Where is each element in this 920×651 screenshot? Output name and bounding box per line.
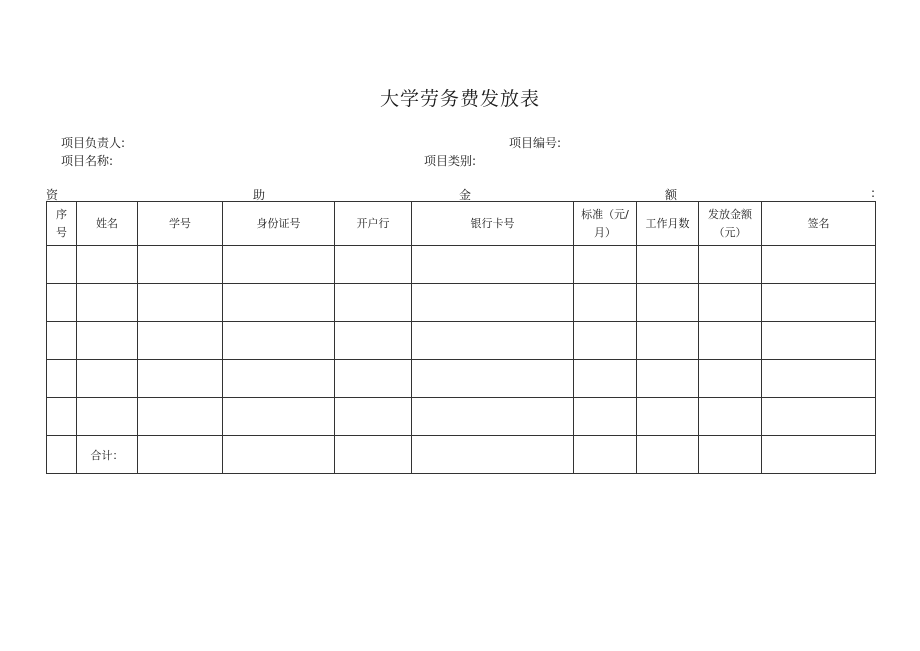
table-cell <box>335 322 412 360</box>
table-cell <box>699 284 762 322</box>
column-header <box>762 202 876 246</box>
table-cell <box>335 284 412 322</box>
table-cell <box>138 436 223 474</box>
table-cell <box>47 436 77 474</box>
table-cell <box>138 360 223 398</box>
column-header <box>138 202 223 246</box>
table-cell <box>574 398 637 436</box>
table-cell <box>574 246 637 284</box>
table-cell <box>762 360 876 398</box>
table-cell <box>637 284 699 322</box>
table-cell <box>574 322 637 360</box>
table-cell <box>412 398 574 436</box>
funding-amount-row <box>46 186 876 202</box>
project-leader-label: 项目负责人: <box>61 136 126 150</box>
table-cell <box>138 322 223 360</box>
table-row <box>47 246 876 284</box>
table-cell <box>47 284 77 322</box>
table-cell <box>699 436 762 474</box>
table-cell <box>762 436 876 474</box>
table-cell <box>762 398 876 436</box>
column-header-line: 工作月数 <box>645 216 690 230</box>
column-header-line: 月） <box>594 225 616 239</box>
table-cell <box>762 246 876 284</box>
table-cell <box>77 322 138 360</box>
table-cell <box>412 284 574 322</box>
table-cell <box>412 246 574 284</box>
column-header-line: 开户行 <box>356 216 390 230</box>
column-header <box>77 202 138 246</box>
table-row <box>47 360 876 398</box>
table-cell <box>574 284 637 322</box>
funding-char-1: 资 <box>46 188 59 202</box>
table-row <box>47 322 876 360</box>
table-cell <box>335 398 412 436</box>
table-cell <box>47 322 77 360</box>
column-header <box>699 202 762 246</box>
table-cell <box>138 284 223 322</box>
table-cell <box>574 436 637 474</box>
column-header <box>412 202 574 246</box>
table-cell <box>223 360 335 398</box>
column-header <box>637 202 699 246</box>
column-header <box>574 202 637 246</box>
total-row <box>47 436 876 474</box>
table-cell <box>637 398 699 436</box>
table-cell <box>699 322 762 360</box>
table-cell <box>574 360 637 398</box>
table-cell <box>138 398 223 436</box>
table-cell <box>637 322 699 360</box>
table-row <box>47 284 876 322</box>
table-cell <box>762 284 876 322</box>
column-header <box>47 202 77 246</box>
table-cell <box>699 398 762 436</box>
column-header-line: 银行卡号 <box>470 216 515 230</box>
table-cell <box>637 436 699 474</box>
table-cell <box>335 436 412 474</box>
column-header-line: 发放金额 <box>708 207 752 221</box>
table-cell <box>223 246 335 284</box>
table-cell <box>762 322 876 360</box>
column-header <box>335 202 412 246</box>
page-title: 大学劳务费发放表 <box>379 88 540 110</box>
table-cell <box>637 246 699 284</box>
column-header-line: 标准（元/ <box>581 207 629 221</box>
column-header-line: 序 <box>56 207 67 221</box>
table-cell <box>335 360 412 398</box>
table-cell <box>47 398 77 436</box>
column-header-line: 号 <box>56 225 67 239</box>
funding-colon: : <box>871 186 876 200</box>
column-header-line: 身份证号 <box>256 216 301 230</box>
table-cell <box>412 436 574 474</box>
funding-char-3: 金 <box>459 188 472 202</box>
table-cell <box>77 360 138 398</box>
funding-char-2: 助 <box>253 188 266 202</box>
table-cell <box>47 246 77 284</box>
table-cell <box>223 398 335 436</box>
column-header-line: 签名 <box>807 216 830 230</box>
column-header-line: 学号 <box>169 216 191 230</box>
funding-char-4: 额 <box>665 188 678 202</box>
column-header-line: 姓名 <box>96 216 118 230</box>
table-cell <box>223 284 335 322</box>
payroll-table <box>46 201 876 474</box>
column-header-line: （元） <box>713 225 747 239</box>
project-category-label: 项目类别: <box>424 154 477 168</box>
table-cell <box>412 360 574 398</box>
project-name-label: 项目名称: <box>61 154 114 168</box>
table-cell <box>138 246 223 284</box>
table-header-row <box>47 202 876 246</box>
table-body <box>47 246 876 474</box>
table-cell <box>223 322 335 360</box>
table-cell <box>47 360 77 398</box>
table-cell <box>335 246 412 284</box>
table-cell <box>637 360 699 398</box>
table-cell <box>699 360 762 398</box>
table-cell <box>412 322 574 360</box>
total-label: 合计： <box>77 436 138 474</box>
table-cell <box>77 246 138 284</box>
column-header <box>223 202 335 246</box>
table-cell <box>77 398 138 436</box>
table-cell <box>223 436 335 474</box>
project-number-label: 项目编号: <box>509 136 562 150</box>
table-row <box>47 398 876 436</box>
table-cell <box>77 284 138 322</box>
table-cell <box>699 246 762 284</box>
